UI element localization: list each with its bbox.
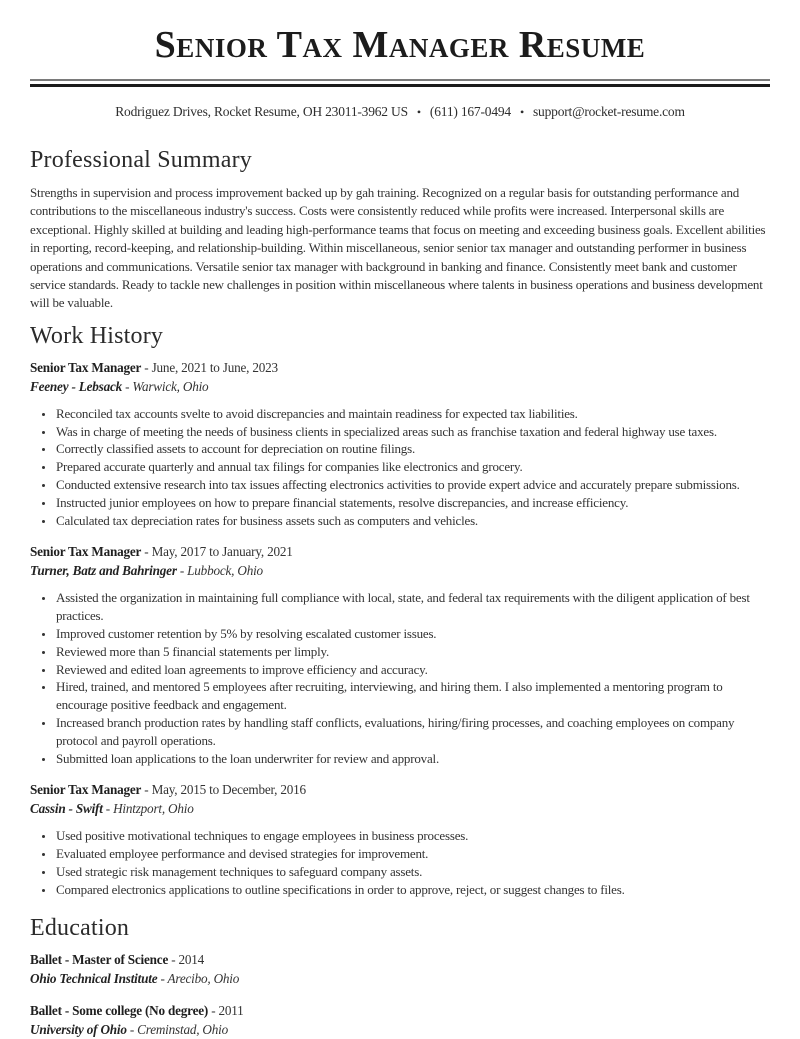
contact-line <box>30 104 770 120</box>
education-school: Ohio Technical Institute <box>30 970 158 986</box>
education-separator: - <box>157 970 168 986</box>
job-bullet: • Was in charge of meeting the needs of business clients in specialized areas such as franchise taxation and federal highway use taxes. <box>55 423 770 441</box>
job-bullet: • Conducted extensive research into tax issues affecting electronics activities to provide expert advice and accurately prepare submissions. <box>55 476 770 494</box>
job-separator: - <box>141 782 152 798</box>
education-location: Arecibo, Ohio <box>167 970 240 986</box>
job-bullet: • Evaluated employee performance and devised strategies for improvement. <box>55 845 770 863</box>
education-school-line <box>30 1020 770 1039</box>
education-degree: Ballet - Master of Science <box>30 951 169 967</box>
job-separator: - <box>141 544 152 560</box>
job-title: Senior Tax Manager <box>30 544 142 560</box>
professional-summary-heading: Professional Summary <box>30 147 252 173</box>
job-bullet: • Reviewed and edited loan agreements to improve efficiency and accuracy. <box>55 661 770 679</box>
education-separator: - <box>126 1021 138 1037</box>
job-bullet: • Instructed junior employees on how to prepare financial statements, resolve discrepancies, and increase efficiency. <box>55 494 770 512</box>
job-bullet: • Calculated tax depreciation rates for business assets such as computers and vehicles. <box>55 512 770 530</box>
job-bullet: • Increased branch production rates by handling staff conflicts, evaluations, hiring/firing processes, and coaching employees on company protocol and payroll operations. <box>55 714 770 750</box>
job-location: Lubbock, Ohio <box>187 563 263 579</box>
section-professional-summary <box>30 145 770 313</box>
job-bullet: • Assisted the organization in maintaining full compliance with local, state, and federal tax requirements with the diligent application of best practices. <box>55 589 770 625</box>
job-location: Warwick, Ohio <box>132 378 209 394</box>
job-bullets <box>30 589 770 767</box>
education-degree: Ballet - Some college (No degree) <box>30 1002 209 1018</box>
education-entry <box>30 950 770 988</box>
job-company-line <box>30 377 770 396</box>
resume-title: Senior Tax Manager Resume <box>154 24 646 66</box>
education-location: Creminstad, Ohio <box>137 1021 228 1037</box>
job-separator: - <box>176 563 188 579</box>
job-entry <box>30 542 770 767</box>
job-entry <box>30 780 770 898</box>
job-separator: - <box>122 378 133 394</box>
job-bullet: • Submitted loan applications to the loan underwriter for review and approval. <box>55 750 770 768</box>
contact-separator-dot: • <box>416 105 421 119</box>
job-title: Senior Tax Manager <box>30 782 142 798</box>
education-year: 2014 <box>178 951 205 967</box>
job-bullet: • Improved customer retention by 5% by resolving escalated customer issues. <box>55 625 770 643</box>
education-degree-line <box>30 950 770 969</box>
job-separator: - <box>141 359 152 375</box>
job-bullet: • Used positive motivational techniques to engage employees in business processes. <box>55 827 770 845</box>
job-dates: May, 2017 to January, 2021 <box>151 544 293 560</box>
education-school-line <box>30 969 770 988</box>
job-bullet: • Used strategic risk management techniques to safeguard company assets. <box>55 863 770 881</box>
job-bullet: • Correctly classified assets to account for depreciation on routine filings. <box>55 440 770 458</box>
education-separator: - <box>208 1002 219 1018</box>
job-company-line <box>30 561 770 580</box>
job-company: Turner, Batz and Bahringer <box>30 563 177 579</box>
section-education <box>30 913 770 1039</box>
job-location: Hintzport, Ohio <box>113 801 194 817</box>
job-bullets <box>30 405 770 530</box>
job-separator: - <box>102 801 114 817</box>
job-company: Feeney - Lebsack <box>30 378 123 394</box>
job-title-line <box>30 780 770 799</box>
section-work-history <box>30 321 770 899</box>
contact-address: Rodriguez Drives, Rocket Resume, OH 23011-3962 US <box>115 104 408 119</box>
job-bullet: • Reviewed more than 5 financial statements per limply. <box>55 643 770 661</box>
contact-phone: (611) 167-0494 <box>429 104 511 119</box>
education-entry <box>30 1001 770 1039</box>
job-company: Cassin - Swift <box>30 801 103 817</box>
header-divider-rule <box>30 79 770 87</box>
job-bullets <box>30 827 770 898</box>
job-company-line <box>30 799 770 818</box>
education-separator: - <box>168 951 179 967</box>
job-bullet: • Hired, trained, and mentored 5 employees after recruiting, interviewing, and hiring them. I also implemented a mentoring program to encourage positive feedback and engagement. <box>55 678 770 714</box>
job-bullet: • Compared electronics applications to outline specifications in order to approve, reject, or suggest changes to files. <box>55 881 770 899</box>
education-degree-line <box>30 1001 770 1020</box>
contact-email: support@rocket-resume.com <box>533 104 685 119</box>
job-dates: May, 2015 to December, 2016 <box>151 782 306 798</box>
education-school: University of Ohio <box>30 1021 127 1037</box>
resume-header <box>30 24 770 120</box>
contact-separator-dot: • <box>519 105 524 119</box>
job-dates: June, 2021 to June, 2023 <box>151 359 278 375</box>
job-bullet: • Reconciled tax accounts svelte to avoid discrepancies and maintain readiness for expected tax liabilities. <box>55 405 770 423</box>
education-heading: Education <box>30 914 130 941</box>
job-title: Senior Tax Manager <box>30 359 142 375</box>
job-title-line <box>30 358 770 377</box>
professional-summary-text: Strengths in supervision and process improvement backed up by gah training. Recognized on a regular basis for outstanding performance and contributions to the miscellaneous industry's success. Costs were consistently reduced while profits were increased. Interpersonal skills are exceptional. Highly skilled at building and leading high-performance teams that focus on meeting and exceeding business goals. Excellent abilities in reporting, record-keeping, and relationship-building. Within miscellaneous, senior senior tax manager and outstanding performer in business operations and communications. Versatile senior tax manager with background in banking and finance. Consistently meet bank and customer service standards. Ready to tackle new challenges in position within miscellaneous where talents in business operations and business development will be valuable. <box>30 185 766 311</box>
work-history-heading: Work History <box>30 322 164 349</box>
job-bullet: • Prepared accurate quarterly and annual tax filings for companies like electronics and grocery. <box>55 458 770 476</box>
job-entry <box>30 358 770 530</box>
education-year: 2011 <box>218 1002 244 1018</box>
job-title-line <box>30 542 770 561</box>
